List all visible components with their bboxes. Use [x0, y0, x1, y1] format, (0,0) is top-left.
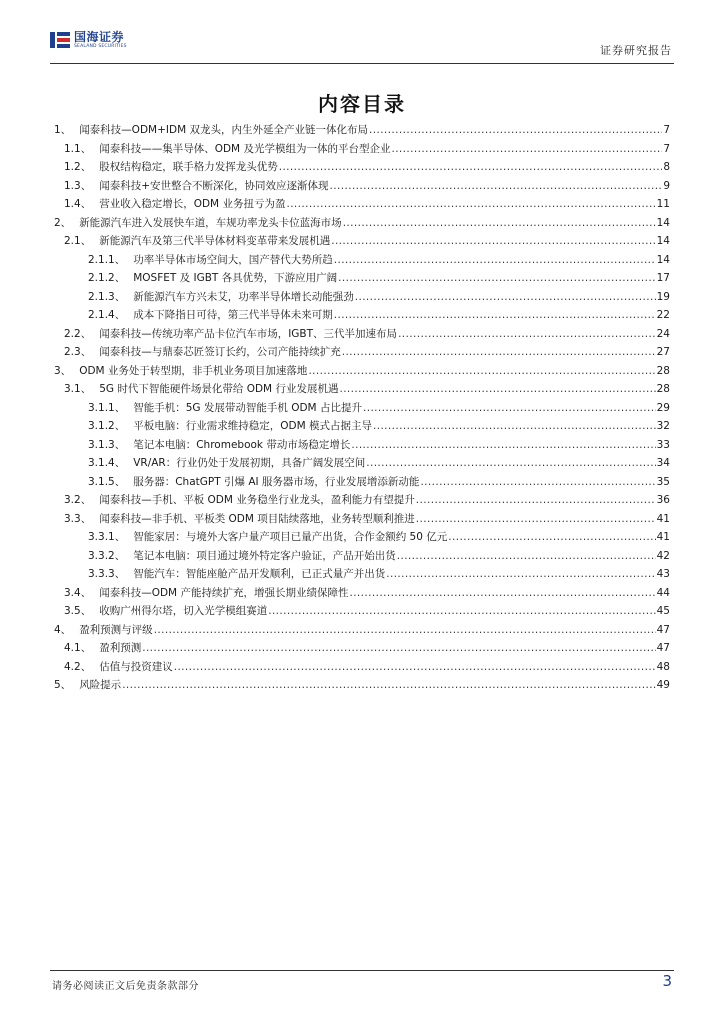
toc-entry[interactable]: [54, 659, 670, 678]
toc-entry[interactable]: [54, 474, 670, 493]
toc-entry-number: 3、: [54, 364, 72, 377]
toc-dot-leader: [279, 161, 663, 173]
toc-entry-page: 8: [663, 161, 670, 173]
toc-entry-page: 7: [663, 124, 670, 136]
toc-title: 内容目录: [318, 92, 406, 116]
toc-entry-title: 笔记本电脑：Chromebook 带动市场稳定增长: [133, 438, 351, 451]
toc-dot-leader: [369, 124, 662, 136]
toc-entry-number: 4、: [54, 623, 72, 636]
toc-entry-number: 3.3.3、: [88, 568, 126, 580]
toc-entry-title: 新能源汽车及第三代半导体材料变革带来发展机遇: [99, 235, 331, 247]
toc-entry-title: 闻泰科技——集半导体、ODM 及光学模组为一体的平台型企业: [99, 142, 391, 155]
toc-entry-number: 1.3、: [64, 179, 92, 192]
toc-entry-title: 新能源汽车方兴未艾，功率半导体增长动能强劲: [133, 290, 354, 303]
toc-entry-title: 营业收入稳定增长，ODM 业务扭亏为盈: [99, 198, 286, 210]
toc-entry-title: 闻泰科技—ODM+IDM 双龙头，内生外延全产业链一体化布局: [79, 124, 368, 136]
toc-entry[interactable]: [54, 529, 670, 548]
toc-dot-leader: [416, 494, 656, 506]
toc-entry-number: 2.1.3、: [88, 290, 126, 303]
toc-entry-title: 笔记本电脑：项目通过境外特定客户验证，产品开始出货: [133, 549, 396, 562]
toc-dot-leader: [286, 198, 655, 210]
toc-entry-page: 41: [656, 512, 670, 525]
toc-dot-leader: [334, 309, 656, 321]
toc-dot-leader: [397, 550, 656, 562]
toc-entry[interactable]: [54, 159, 670, 178]
toc-entry-number: 2.1.2、: [88, 272, 126, 284]
disclaimer-note: 请务必阅读正文后免责条款部分: [52, 981, 199, 992]
toc-entry-number: 3.1.5、: [88, 475, 126, 488]
toc-entry-title: 成本下降指日可待，第三代半导体未来可期: [133, 309, 333, 321]
toc-dot-leader: [174, 661, 656, 673]
toc-entry[interactable]: [54, 233, 670, 252]
toc-entry[interactable]: [54, 418, 670, 437]
toc-entry-page: 43: [656, 568, 670, 580]
toc-entry-page: 29: [656, 401, 670, 414]
toc-dot-leader: [351, 439, 655, 451]
toc-entry[interactable]: [54, 640, 670, 659]
toc-dot-leader: [391, 143, 662, 155]
toc-dot-leader: [142, 642, 655, 654]
toc-entry-page: 36: [656, 494, 670, 506]
toc-entry[interactable]: [54, 307, 670, 326]
toc-entry[interactable]: [54, 437, 670, 456]
toc-entry-page: 44: [656, 586, 670, 599]
toc-entry[interactable]: [54, 585, 670, 604]
toc-entry-page: 24: [656, 327, 670, 340]
toc-entry-title: VR/AR：行业仍处于发展初期，具备广阔发展空间: [133, 457, 366, 469]
toc-entry-title: 盈利预测: [99, 642, 142, 654]
toc-entry-number: 1.1、: [64, 142, 92, 155]
toc-entry-title: 盈利预测与评级: [79, 623, 153, 636]
toc-entry[interactable]: [54, 622, 670, 641]
toc-entry-page: 45: [656, 605, 670, 617]
toc-dot-leader: [330, 180, 663, 192]
toc-entry-title: ODM 业务处于转型期，非手机业务项目加速落地: [79, 364, 308, 377]
toc-entry-number: 3.1.3、: [88, 438, 126, 451]
toc-dot-leader: [386, 568, 655, 580]
toc-entry[interactable]: [54, 455, 670, 474]
toc-dot-leader: [339, 383, 655, 395]
toc-entry[interactable]: [54, 215, 670, 234]
toc-entry[interactable]: [54, 511, 670, 530]
footer-divider: [50, 970, 674, 971]
toc-entry-title: 新能源汽车进入发展快车道，车规功率龙头卡位蓝海市场: [79, 216, 342, 229]
toc-entry-title: 智能手机：5G 发展带动智能手机 ODM 占比提升: [133, 401, 362, 414]
toc-entry-number: 3.3.1、: [88, 531, 126, 543]
toc-entry[interactable]: [54, 363, 670, 382]
toc-entry-title: 平板电脑：行业需求维持稳定，ODM 模式占据主导: [133, 420, 372, 432]
toc-entry[interactable]: [54, 344, 670, 363]
page-header: [50, 28, 674, 62]
toc-dot-leader: [363, 402, 656, 414]
toc-entry-page: 14: [656, 235, 670, 247]
toc-entry-number: 3.3.2、: [88, 549, 126, 562]
toc-entry-number: 3.1.1、: [88, 401, 126, 414]
toc-entry-number: 1.2、: [64, 161, 92, 173]
toc-entry-title: 股权结构稳定，联手格力发挥龙头优势: [99, 161, 278, 173]
toc-dot-leader: [355, 291, 656, 303]
toc-entry-page: 14: [656, 216, 670, 229]
toc-entry[interactable]: [54, 252, 670, 271]
toc-entry-number: 2.3、: [64, 346, 92, 358]
toc-entry-title: 功率半导体市场空间大，国产替代大势所趋: [133, 253, 333, 266]
toc-dot-leader: [154, 624, 656, 636]
brand-logo: [50, 30, 127, 50]
toc-dot-leader: [420, 476, 655, 488]
toc-entry-page: 35: [656, 475, 670, 488]
toc-entry-page: 34: [656, 457, 670, 469]
toc-entry-page: 22: [656, 309, 670, 321]
toc-entry-number: 2.1.4、: [88, 309, 126, 321]
toc-entry-title: 闻泰科技—手机、平板 ODM 业务稳坐行业龙头，盈利能力有望提升: [99, 494, 415, 506]
toc-entry-title: 闻泰科技—非手机、平板类 ODM 项目陆续落地，业务转型顺利推进: [99, 512, 415, 525]
toc-entry-number: 5、: [54, 679, 72, 691]
toc-dot-leader: [373, 420, 656, 432]
toc-entry[interactable]: [54, 141, 670, 160]
toc-dot-leader: [342, 346, 656, 358]
toc-entry-page: 49: [656, 679, 670, 691]
toc-entry-page: 11: [656, 198, 670, 210]
toc-entry-number: 3.2、: [64, 494, 92, 506]
toc-entry-title: 智能家居：与境外大客户量产项目已量产出货，合作金额约 50 亿元: [133, 531, 448, 543]
toc-entry-title: 闻泰科技+安世整合不断深化，协同效应逐渐体现: [99, 179, 329, 192]
page-number: 3: [662, 972, 672, 990]
toc-entry-number: 3.1.4、: [88, 457, 126, 469]
toc-entry[interactable]: [54, 326, 670, 345]
toc-entry-number: 1.4、: [64, 198, 92, 210]
toc-entry-page: 28: [656, 383, 670, 395]
toc-dot-leader: [334, 254, 656, 266]
toc-entry[interactable]: [54, 196, 670, 215]
report-type-label: 证券研究报告: [600, 44, 672, 57]
toc-entry-page: 32: [656, 420, 670, 432]
toc-entry[interactable]: [54, 400, 670, 419]
toc-entry-page: 33: [656, 438, 670, 451]
brand-name-en: SEALAND SECURITIES: [74, 43, 127, 49]
toc-dot-leader: [448, 531, 655, 543]
toc-dot-leader: [338, 272, 655, 284]
toc-entry-number: 2.1.1、: [88, 253, 126, 266]
toc-entry-number: 3.3、: [64, 512, 92, 525]
header-divider: [50, 63, 674, 64]
toc-entry-page: 41: [656, 531, 670, 543]
toc-entry-page: 9: [663, 179, 670, 192]
toc-entry-number: 2.1、: [64, 235, 92, 247]
toc-entry-number: 4.1、: [64, 642, 92, 654]
toc-entry[interactable]: [54, 289, 670, 308]
toc-entry-page: 19: [656, 290, 670, 303]
toc-entry-number: 3.4、: [64, 586, 92, 599]
toc-dot-leader: [343, 217, 656, 229]
toc-entry-title: MOSFET 及 IGBT 各具优势，下游应用广阔: [133, 272, 338, 284]
toc-entry-page: 48: [656, 660, 670, 673]
toc-entry[interactable]: [54, 270, 670, 289]
toc-entry-page: 27: [656, 346, 670, 358]
toc-entry-page: 17: [656, 272, 670, 284]
toc-entry-title: 闻泰科技—传统功率产品卡位汽车市场，IGBT、三代半加速布局: [99, 327, 398, 340]
toc-entry-page: 7: [663, 142, 670, 155]
toc-dot-leader: [366, 457, 655, 469]
toc-entry-number: 3.1、: [64, 383, 92, 395]
toc-dot-leader: [416, 513, 656, 525]
toc-dot-leader: [268, 605, 655, 617]
toc-dot-leader: [331, 235, 655, 247]
toc-entry-page: 47: [656, 623, 670, 636]
toc-entry-number: 2.2、: [64, 327, 92, 340]
toc-entry-number: 3.5、: [64, 605, 92, 617]
toc-dot-leader: [349, 587, 655, 599]
brand-name-cn: 国海证券: [74, 29, 125, 44]
toc-entry-title: 收购广州得尔塔，切入光学模组赛道: [99, 605, 268, 617]
toc-entry[interactable]: [54, 566, 670, 585]
toc-entry[interactable]: [54, 381, 670, 400]
toc-entry[interactable]: [54, 603, 670, 622]
toc-dot-leader: [122, 679, 655, 691]
table-of-contents: [54, 122, 670, 696]
toc-entry[interactable]: [54, 548, 670, 567]
toc-entry-number: 2、: [54, 216, 72, 229]
toc-entry[interactable]: [54, 492, 670, 511]
toc-entry[interactable]: [54, 677, 670, 696]
toc-entry-page: 14: [656, 253, 670, 266]
toc-dot-leader: [398, 328, 656, 340]
toc-entry[interactable]: [54, 178, 670, 197]
toc-entry-number: 1、: [54, 124, 72, 136]
sealand-logo-icon: [50, 30, 70, 50]
toc-entry-number: 3.1.2、: [88, 420, 126, 432]
toc-dot-leader: [308, 365, 655, 377]
toc-entry-title: 闻泰科技—ODM 产能持续扩充，增强长期业绩保障性: [99, 586, 349, 599]
toc-entry[interactable]: [54, 122, 670, 141]
toc-entry-title: 服务器：ChatGPT 引爆 AI 服务器市场，行业发展增添新动能: [133, 475, 420, 488]
toc-entry-title: 智能汽车：智能座舱产品开发顺利，已正式量产并出货: [133, 568, 386, 580]
toc-entry-title: 闻泰科技—与鼎泰芯匠签订长约，公司产能持续扩充: [99, 346, 341, 358]
toc-entry-number: 4.2、: [64, 660, 92, 673]
toc-entry-page: 47: [656, 642, 670, 654]
toc-entry-page: 42: [656, 549, 670, 562]
toc-entry-title: 风险提示: [79, 679, 122, 691]
toc-entry-page: 28: [656, 364, 670, 377]
toc-entry-title: 5G 时代下智能硬件场景化带给 ODM 行业发展机遇: [99, 383, 339, 395]
toc-entry-title: 估值与投资建议: [99, 660, 173, 673]
